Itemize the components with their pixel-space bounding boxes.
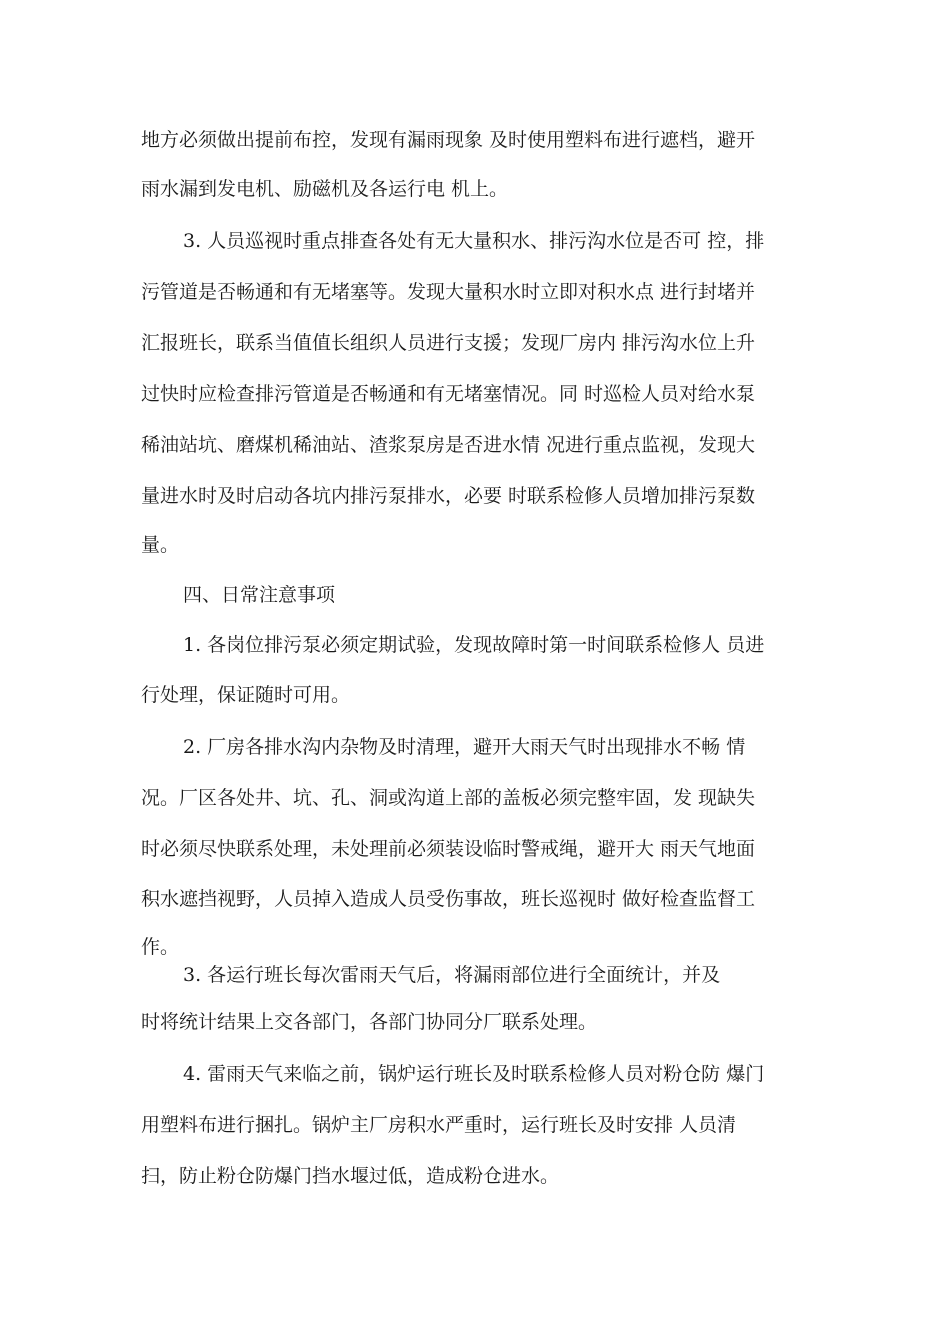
note-2-line-5: 作。 — [141, 936, 180, 958]
note-1-line-1: 1. 各岗位排污泵必须定期试验，发现故障时第一时间联系检修人 员进 — [183, 634, 765, 656]
note-3-line-2: 时将统计结果上交各部门，各部门协同分厂联系处理。 — [141, 1011, 598, 1033]
note-2-line-3: 时必须尽快联系处理，未处理前必须装设临时警戒绳，避开大 雨天气地面 — [141, 838, 756, 860]
section-heading: 四、日常注意事项 — [183, 584, 336, 606]
item-3-line-4: 过快时应检查排污管道是否畅通和有无堵塞情况。同 时巡检人员对给水泵 — [141, 383, 756, 405]
item-3-line-1: 3. 人员巡视时重点排查各处有无大量积水、排污沟水位是否可 控，排 — [183, 230, 765, 252]
note-4-line-1: 4. 雷雨天气来临之前，锅炉运行班长及时联系检修人员对粉仓防 爆门 — [183, 1063, 765, 1085]
note-4-line-3: 扫，防止粉仓防爆门挡水堰过低，造成粉仓进水。 — [141, 1165, 560, 1187]
note-1-line-2: 行处理，保证随时可用。 — [141, 684, 351, 706]
note-2-line-2: 况。厂区各处井、坑、孔、洞或沟道上部的盖板必须完整牢固，发 现缺失 — [141, 787, 756, 809]
note-2-line-4: 积水遮挡视野，人员掉入造成人员受伤事故，班长巡视时 做好检查监督工 — [141, 888, 756, 910]
text-line-1: 地方必须做出提前布控，发现有漏雨现象 及时使用塑料布进行遮档，避开 — [141, 129, 756, 151]
text-line-2: 雨水漏到发电机、励磁机及各运行电 机上。 — [141, 178, 509, 200]
item-3-line-5: 稀油站坑、磨煤机稀油站、渣浆泵房是否进水情 况进行重点监视，发现大 — [141, 434, 756, 456]
note-4-line-2: 用塑料布进行捆扎。锅炉主厂房积水严重时，运行班长及时安排 人员清 — [141, 1114, 737, 1136]
item-3-line-2: 污管道是否畅通和有无堵塞等。发现大量积水时立即对积水点 进行封堵并 — [141, 281, 756, 303]
note-3-line-1: 3. 各运行班长每次雷雨天气后，将漏雨部位进行全面统计，并及 — [183, 964, 721, 986]
item-3-line-6: 量进水时及时启动各坑内排污泵排水，必要 时联系检修人员增加排污泵数 — [141, 485, 756, 507]
item-3-line-7: 量。 — [141, 534, 180, 556]
item-3-line-3: 汇报班长，联系当值值长组织人员进行支援；发现厂房内 排污沟水位上升 — [141, 332, 756, 354]
note-2-line-1: 2. 厂房各排水沟内杂物及时清理，避开大雨天气时出现排水不畅 情 — [183, 736, 746, 758]
